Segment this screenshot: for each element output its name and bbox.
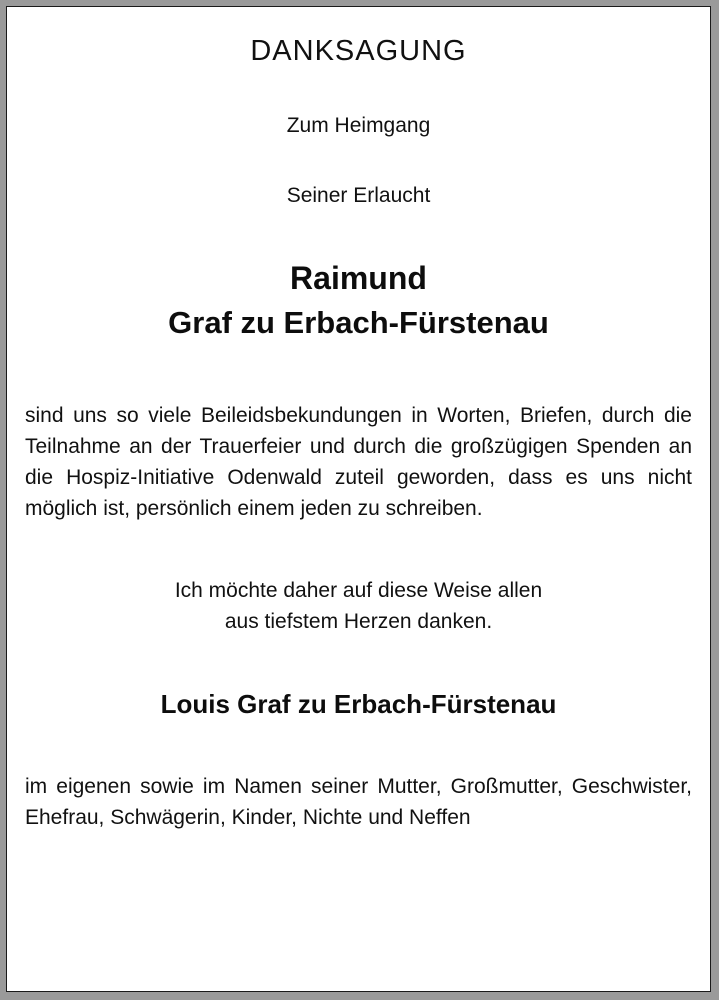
- spacer: [25, 208, 692, 260]
- signature-name: Louis Graf zu Erbach-Fürstenau: [160, 689, 557, 720]
- spacer: [25, 68, 692, 114]
- thanks-paragraph: sind uns so viele Beileidsbekundungen in Worten, Briefen, durch die Teilnahme an der Trauerfeier und durch die großzügigen Spenden an die Hospiz-Initiative Odenwald zuteil geworden, dass es uns nicht möglich ist, persönlich einem jeden zu schreiben.: [25, 404, 692, 520]
- spacer: [25, 341, 692, 401]
- spacer: [25, 138, 692, 184]
- spacer: [25, 524, 692, 576]
- family-list-paragraph: im eigenen sowie im Namen seiner Mutter, Großmutter, Geschwister, Ehefrau, Schwägerin, Kinder, Nichte und Neffen: [25, 775, 692, 830]
- page-title: DANKSAGUNG: [250, 35, 467, 67]
- deceased-name-block: [25, 260, 692, 341]
- obituary-card: [6, 6, 711, 992]
- obituary-content: [7, 35, 710, 834]
- personal-message-line-1: Ich möchte daher auf diese Weise allen: [174, 579, 543, 603]
- spacer: [25, 637, 692, 689]
- deceased-first-name: Raimund: [290, 260, 427, 296]
- spacer: [25, 720, 692, 772]
- deceased-title-name: Graf zu Erbach-Fürstenau: [168, 305, 549, 340]
- intro-line-first: Zum Heimgang: [286, 114, 431, 137]
- intro-line-second: Seiner Erlaucht: [286, 184, 431, 207]
- personal-message-line-2: aus tiefstem Herzen danken.: [224, 609, 493, 633]
